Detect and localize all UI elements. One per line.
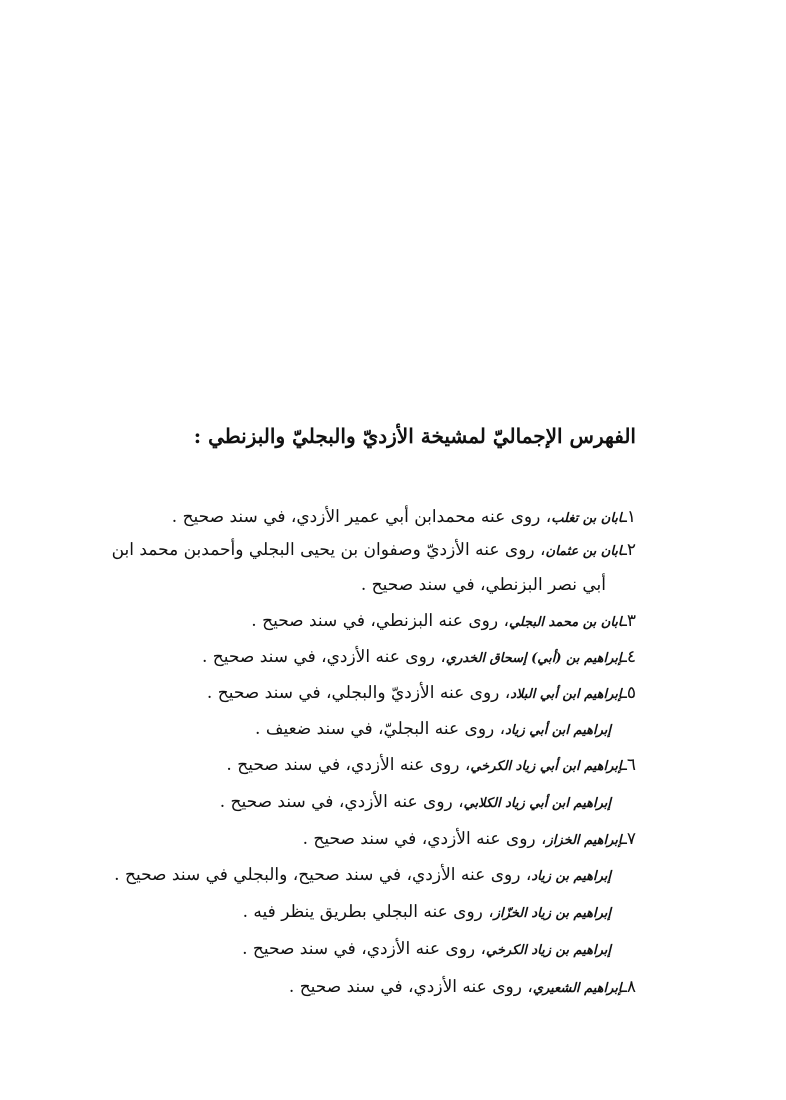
entry-number: ٢ـ (621, 540, 636, 560)
entry-name: إبراهيم بن زياد (531, 869, 611, 884)
page-heading: الفهرس الإجماليّ لمشيخة الأزديّ والبجليّ والبزنطي : (193, 424, 636, 448)
entry-name: إبراهيم بن (أبي) إسحاق الخدري (445, 651, 622, 666)
entry-text: ، روى عنه محمدابن أبي عمير الأزدي، في سند صحيح . (171, 507, 552, 527)
entry-name: إبراهيم ابن أبي زياد الكرخي (470, 759, 622, 774)
entry-1 (172, 502, 636, 534)
entry-8 (289, 972, 636, 1004)
entry-text: ، روى عنه البجليّ، في سند ضعيف . (255, 719, 506, 739)
entry-number: ٣ـ (621, 611, 636, 631)
entry-name: إبراهيم بن زياد الكرخي (486, 943, 611, 958)
entry-text: ، روى عنه الأزدي، في سند صحيح . (288, 977, 533, 997)
entry-number: ٦ـ (621, 755, 636, 775)
entry-3 (251, 606, 636, 638)
entry-7-sub-1 (114, 860, 611, 892)
entry-text: ، روى عنه الأزدي، في سند صحيح . (226, 755, 471, 775)
entry-name: ابان بن تغلب (551, 511, 622, 526)
entry-text: ، روى عنه الأزدي، في سند صحيح . (242, 939, 487, 959)
entry-number: ٥ـ (621, 683, 636, 703)
entry-name: إبراهيم بن زياد الخزّاز (493, 906, 611, 921)
entry-text: ، روى عنه الأزديّ وصفوان بن يحيى البجلي وأحمدبن محمد ابن (111, 540, 546, 560)
entry-2-continuation (361, 570, 606, 600)
entry-text: ، روى عنه البزنطي، في سند صحيح . (251, 611, 509, 631)
entry-text: أبي نصر البزنطي، في سند صحيح . (360, 575, 606, 595)
entry-number: ٤ـ (621, 647, 636, 667)
entry-5 (207, 678, 636, 710)
entry-text: ، روى عنه الأزدي، في سند صحيح . (302, 829, 547, 849)
entry-number: ١ـ (621, 507, 636, 527)
entry-number: ٨ـ (621, 977, 636, 997)
entry-text: ، روى عنه الأزدي، في سند صحيح . (201, 647, 446, 667)
entry-5-sub (255, 714, 611, 746)
entry-number: ٧ـ (621, 829, 636, 849)
entry-name: إبراهيم ابن أبي زياد (505, 723, 611, 738)
entry-4 (202, 642, 636, 674)
entry-text: ، روى عنه البجلي بطريق ينظر فيه . (242, 902, 494, 922)
entry-name: ابان بن عثمان (545, 544, 622, 559)
entry-7-sub-3 (242, 934, 611, 966)
entry-text: ، روى عنه الأزدي، في سند صحيح . (219, 792, 464, 812)
entry-name: إبراهيم ابن أبي البلاد (510, 687, 622, 702)
entry-name: إبراهيم الشعيري (532, 981, 622, 996)
entry-6-sub (220, 787, 611, 819)
entry-6 (226, 750, 636, 782)
entry-name: ابان بن محمد البجلي (508, 615, 622, 630)
entry-text: ، روى عنه الأزدي، في سند صحيح، والبجلي في سند صحيح . (114, 865, 532, 885)
entry-name: إبراهيم ابن أبي زياد الكلابي (463, 796, 611, 811)
entry-text: ، روى عنه الأزديّ والبجلي، في سند صحيح . (206, 683, 511, 703)
entry-7 (303, 824, 636, 856)
entry-name: إبراهيم الخزاز (546, 833, 622, 848)
entry-2 (112, 535, 636, 567)
entry-7-sub-2 (243, 897, 611, 929)
